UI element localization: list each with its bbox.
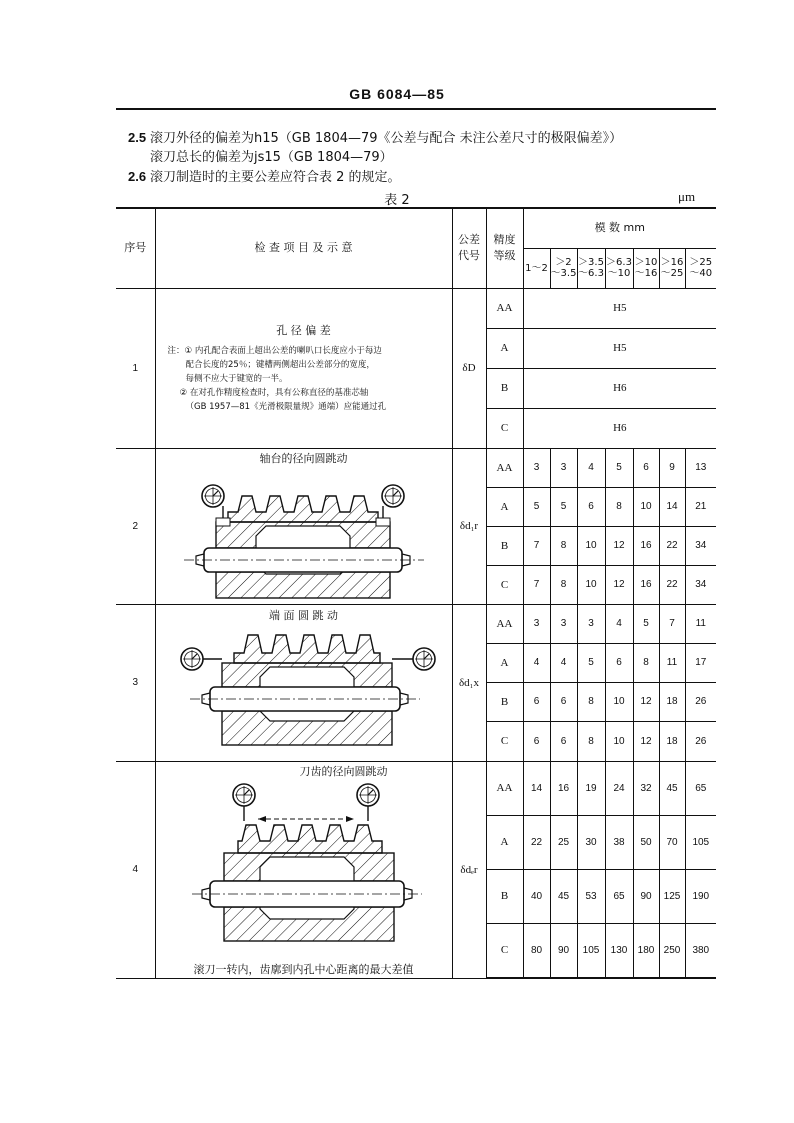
value-cell: 18 <box>659 682 685 721</box>
value-cell: 8 <box>633 643 659 682</box>
value-cell: 6 <box>550 682 577 721</box>
clause-2-5 <box>128 129 622 147</box>
value-cell: 25 <box>550 815 577 869</box>
check-item-title: 孔 径 偏 差 <box>276 324 331 337</box>
standard-number-header: GB 6084—85 <box>349 86 445 102</box>
clause-number: 2.6 <box>128 169 147 184</box>
value-cell: 5 <box>577 643 605 682</box>
clause-2-6 <box>128 168 401 186</box>
tolerance-value: H6 <box>523 408 716 448</box>
grade-cell: C <box>486 721 523 761</box>
value-cell: 70 <box>659 815 685 869</box>
value-cell: 34 <box>685 526 716 565</box>
value-cell: 14 <box>523 761 550 815</box>
note-line: （GB 1957—81《光滑极限量规》通端）应能通过孔 <box>185 402 387 412</box>
value-cell: 7 <box>659 604 685 643</box>
grade-cell: A <box>486 815 523 869</box>
value-cell: 40 <box>523 869 550 923</box>
note-line: ② 在对孔作精度检查时，具有公称直径的基准芯轴 <box>179 388 369 398</box>
value-cell: 8 <box>577 682 605 721</box>
module-range: ＞6.3 ～10 <box>605 248 633 288</box>
tolerance-code: δd₁x <box>452 604 486 761</box>
grade-cell: B <box>486 869 523 923</box>
value-cell: 6 <box>523 721 550 761</box>
value-cell: 22 <box>659 526 685 565</box>
header-module: 模 数 mm <box>523 208 716 248</box>
value-cell: 7 <box>523 565 550 604</box>
value-cell: 105 <box>577 923 605 978</box>
value-cell: 24 <box>605 761 633 815</box>
value-cell: 16 <box>633 526 659 565</box>
check-item-bore-deviation <box>155 288 452 448</box>
module-range: ＞16 ～25 <box>659 248 685 288</box>
tolerance-table <box>116 207 716 979</box>
value-cell: 14 <box>659 487 685 526</box>
row-number: 3 <box>116 604 155 761</box>
value-cell: 34 <box>685 565 716 604</box>
value-cell: 3 <box>577 604 605 643</box>
value-cell: 6 <box>550 721 577 761</box>
check-item-face-runout <box>155 604 452 761</box>
value-cell: 90 <box>633 869 659 923</box>
value-cell: 32 <box>633 761 659 815</box>
grade-cell: AA <box>486 604 523 643</box>
value-cell: 21 <box>685 487 716 526</box>
value-cell: 3 <box>523 448 550 487</box>
value-cell: 8 <box>605 487 633 526</box>
value-cell: 50 <box>633 815 659 869</box>
note-line: 每侧不应大于键宽的一半。 <box>185 374 288 384</box>
grade-cell: A <box>486 643 523 682</box>
value-cell: 10 <box>605 721 633 761</box>
value-cell: 11 <box>685 604 716 643</box>
value-cell: 6 <box>523 682 550 721</box>
header-accuracy-grade: 精度 等级 <box>486 208 523 288</box>
value-cell: 7 <box>523 526 550 565</box>
value-cell: 180 <box>633 923 659 978</box>
value-cell: 12 <box>605 526 633 565</box>
value-cell: 3 <box>550 448 577 487</box>
value-cell: 65 <box>605 869 633 923</box>
header-tolerance-code: 公差 代号 <box>452 208 486 288</box>
value-cell: 12 <box>633 682 659 721</box>
value-cell: 90 <box>550 923 577 978</box>
grade-cell: A <box>486 487 523 526</box>
value-cell: 17 <box>685 643 716 682</box>
value-cell: 30 <box>577 815 605 869</box>
grade-cell: B <box>486 526 523 565</box>
value-cell: 45 <box>659 761 685 815</box>
value-cell: 8 <box>577 721 605 761</box>
value-cell: 125 <box>659 869 685 923</box>
value-cell: 18 <box>659 721 685 761</box>
row-number: 4 <box>116 761 155 978</box>
value-cell: 22 <box>659 565 685 604</box>
value-cell: 5 <box>523 487 550 526</box>
clause-text: 滚刀外径的偏差为h15（GB 1804—79《公差与配合 未注公差尺寸的极限偏差》） <box>150 131 623 146</box>
value-cell: 4 <box>523 643 550 682</box>
tooth-runout-diagram <box>156 779 452 961</box>
value-cell: 3 <box>523 604 550 643</box>
value-cell: 190 <box>685 869 716 923</box>
tolerance-code: δD <box>452 288 486 448</box>
shoulder-runout-diagram <box>156 466 452 602</box>
value-cell: 38 <box>605 815 633 869</box>
tolerance-value: H5 <box>523 328 716 368</box>
check-item-notes <box>156 344 452 414</box>
value-cell: 10 <box>577 565 605 604</box>
header-check-item: 检 查 项 目 及 示 意 <box>155 208 452 288</box>
face-runout-diagram <box>156 623 452 759</box>
note-line: 配合长度的25％；键槽两侧超出公差部分的宽度， <box>185 360 375 370</box>
clause-text: 滚刀制造时的主要公差应符合表 2 的规定。 <box>150 170 401 185</box>
value-cell: 22 <box>523 815 550 869</box>
grade-cell: B <box>486 682 523 721</box>
grade-cell: C <box>486 408 523 448</box>
grade-cell: AA <box>486 761 523 815</box>
value-cell: 16 <box>550 761 577 815</box>
grade-cell: A <box>486 328 523 368</box>
clause-number: 2.5 <box>128 130 147 145</box>
check-item-tooth-radial-runout <box>155 761 452 978</box>
grade-cell: C <box>486 923 523 978</box>
value-cell: 8 <box>550 565 577 604</box>
module-range: ＞2 ～3.5 <box>550 248 577 288</box>
value-cell: 5 <box>605 448 633 487</box>
value-cell: 53 <box>577 869 605 923</box>
grade-cell: C <box>486 565 523 604</box>
module-range: ＞10 ～16 <box>633 248 659 288</box>
note-line: 注：① 内孔配合表面上超出公差的喇叭口长度应小于每边 <box>167 346 382 356</box>
value-cell: 80 <box>523 923 550 978</box>
value-cell: 4 <box>577 448 605 487</box>
unit-label: μm <box>678 189 696 204</box>
check-item-title: 端 面 圆 跳 动 <box>269 608 338 622</box>
value-cell: 5 <box>550 487 577 526</box>
value-cell: 12 <box>633 721 659 761</box>
value-cell: 4 <box>550 643 577 682</box>
value-cell: 10 <box>577 526 605 565</box>
value-cell: 130 <box>605 923 633 978</box>
clause-2-5-continued <box>128 149 393 166</box>
value-cell: 12 <box>605 565 633 604</box>
value-cell: 11 <box>659 643 685 682</box>
grade-cell: AA <box>486 448 523 487</box>
value-cell: 26 <box>685 682 716 721</box>
value-cell: 26 <box>685 721 716 761</box>
tolerance-value: H6 <box>523 368 716 408</box>
value-cell: 4 <box>605 604 633 643</box>
value-cell: 3 <box>550 604 577 643</box>
value-cell: 5 <box>633 604 659 643</box>
header-rule <box>116 108 716 110</box>
value-cell: 10 <box>633 487 659 526</box>
module-range: 1～2 <box>523 248 550 288</box>
check-item-title: 轴台的径向圆跳动 <box>259 452 348 465</box>
clause-text: 滚刀总长的偏差为js15（GB 1804—79） <box>150 150 393 165</box>
value-cell: 250 <box>659 923 685 978</box>
value-cell: 45 <box>550 869 577 923</box>
value-cell: 9 <box>659 448 685 487</box>
value-cell: 8 <box>550 526 577 565</box>
check-item-footnote: 滚刀一转内，齿廓到内孔中心距离的最大差值 <box>193 962 414 976</box>
value-cell: 380 <box>685 923 716 978</box>
module-range: ＞3.5 ～6.3 <box>577 248 605 288</box>
tolerance-code: δd₁r <box>452 448 486 604</box>
value-cell: 65 <box>685 761 716 815</box>
value-cell: 10 <box>605 682 633 721</box>
check-item-title: 刀齿的径向圆跳动 <box>299 764 388 778</box>
value-cell: 13 <box>685 448 716 487</box>
tolerance-value: H5 <box>523 288 716 328</box>
value-cell: 6 <box>633 448 659 487</box>
value-cell: 16 <box>633 565 659 604</box>
table-caption: 表 2 <box>384 193 410 208</box>
row-number: 2 <box>116 448 155 604</box>
check-item-shoulder-radial-runout <box>155 448 452 604</box>
value-cell: 19 <box>577 761 605 815</box>
module-range: ＞25 ～40 <box>685 248 716 288</box>
row-number: 1 <box>116 288 155 448</box>
value-cell: 6 <box>605 643 633 682</box>
value-cell: 6 <box>577 487 605 526</box>
grade-cell: B <box>486 368 523 408</box>
tolerance-code: δdₑr <box>452 761 486 978</box>
header-no: 序号 <box>116 208 155 288</box>
value-cell: 105 <box>685 815 716 869</box>
grade-cell: AA <box>486 288 523 328</box>
